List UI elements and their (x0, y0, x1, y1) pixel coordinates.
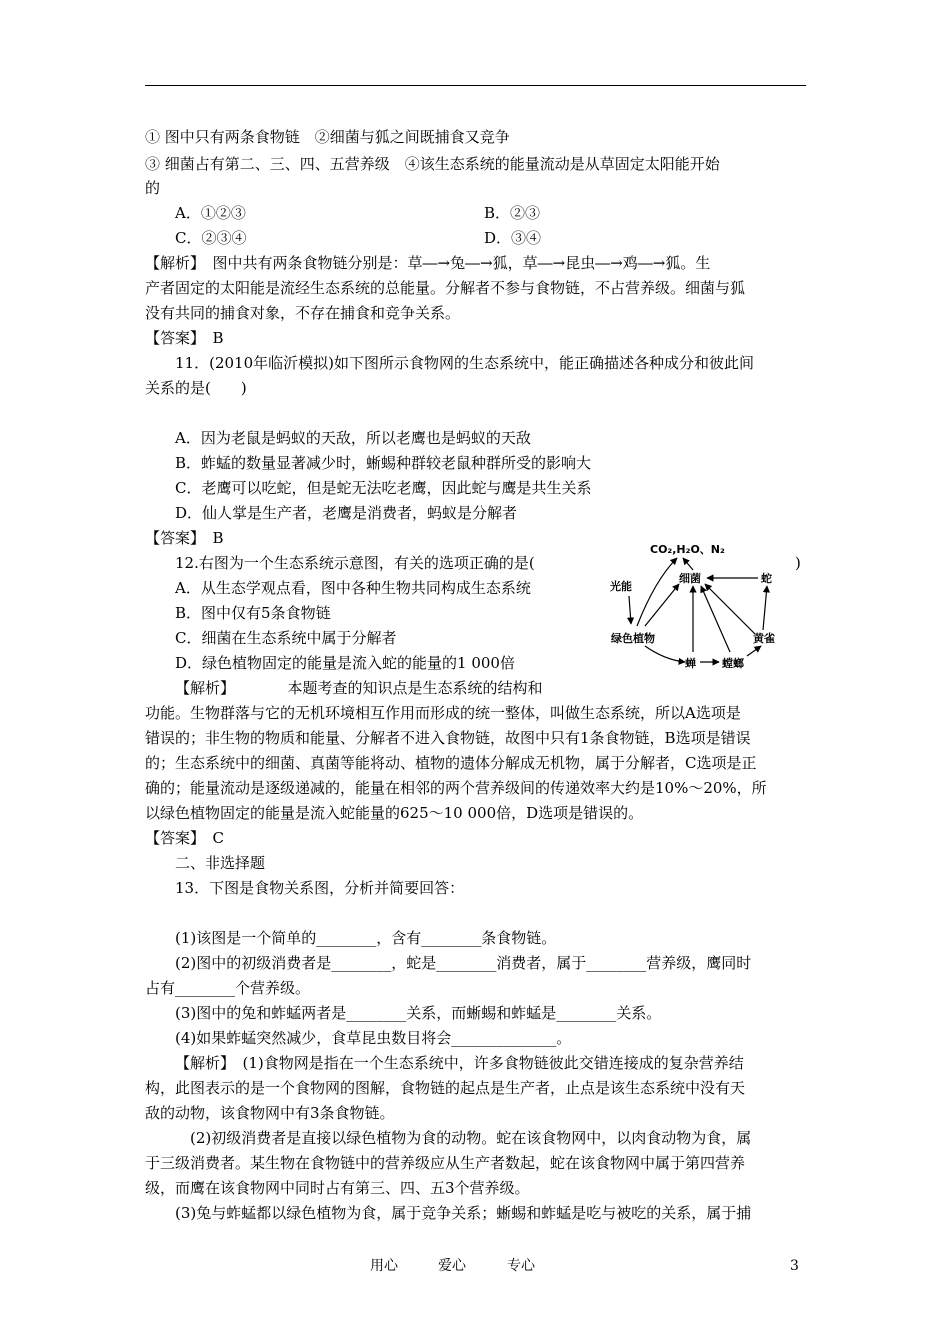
diagram-label-mantis: 螳螂 (722, 657, 744, 670)
q12-choice-d: D．绿色植物固定的能量是流入蛇的能量的1 000倍 (175, 654, 515, 672)
arrow-co2-to-plant (637, 558, 677, 626)
q11-stem-2: 关系的是( ) (145, 379, 247, 397)
q12-analysis-5: 确的；能量流动是逐级递减的，能量在相邻的两个营养级间的传递效率大约是10%～20%，所 (145, 779, 767, 797)
page-number: 3 (790, 1258, 799, 1274)
q10-options-line-2-cont: 的 (145, 179, 161, 197)
q13-analysis-5: 于三级消费者。某生物在食物链中的营养级应从生产者数起，蛇在该食物网中属于第四营养 (145, 1154, 746, 1172)
q13-part-2b: 占有________个营养级。 (145, 979, 311, 997)
q10-analysis-2: 产者固定的太阳能是流经生态系统的总能量。分解者不参与食物链，不占营养级。细菌与狐 (145, 279, 746, 297)
header-rule (145, 85, 806, 86)
q13-analysis-2: 构，此图表示的是一个食物网的图解，食物链的起点是生产者，止点是该生态系统中没有天 (145, 1079, 746, 1097)
q11-stem-1: 11．(2010年临沂模拟)如下图所示食物网的生态系统中，能正确描述各种成分和彼此间 (175, 354, 754, 372)
arrow-sun-to-plant (629, 596, 631, 624)
q12-choice-a: A．从生态学观点看，图中各种生物共同构成生态系统 (175, 579, 531, 597)
section-heading: 二、非选择题 (175, 854, 266, 872)
q12-analysis-1: 【解析】 本题考查的知识点是生态系统的结构和 (175, 679, 543, 697)
q12-choice-b: B．图中仅有5条食物链 (175, 604, 331, 622)
q11-choice-b: B．蚱蜢的数量显著减少时，蜥蜴种群较老鼠种群所受的影响大 (175, 454, 592, 472)
diagram-label-snake: 蛇 (761, 572, 772, 585)
q13-analysis-3: 敌的动物，该食物网中有3条食物链。 (145, 1104, 395, 1122)
arrow-sparrow-to-bacteria (705, 584, 755, 634)
q10-options-line-2: ③ 细菌占有第二、三、四、五营养级 ④该生态系统的能量流动是从草固定太阳能开始 (145, 155, 720, 173)
q11-answer: 【答案】 B (145, 529, 224, 547)
q12-analysis-4: 的；生态系统中的细菌、真菌等能将动、植物的遗体分解成无机物，属于分解者，C选项是正 (145, 754, 757, 772)
q10-analysis-1: 【解析】 图中共有两条食物链分别是：草―→兔―→狐，草―→昆虫―→鸡―→狐。生 (145, 254, 711, 272)
q13-part-1: (1)该图是一个简单的________，含有________条食物链。 (175, 929, 557, 947)
footer-word-1: 用心 (370, 1258, 398, 1274)
q13-analysis-1: 【解析】 (1)食物网是指在一个生态系统中，许多食物链彼此交错连接成的复杂营养结 (175, 1054, 744, 1072)
ecosystem-diagram (605, 540, 795, 672)
q10-options-line-1: ① 图中只有两条食物链 ②细菌与狐之间既捕食又竞争 (145, 128, 510, 146)
diagram-label-plant: 绿色植物 (611, 632, 655, 645)
q12-stem: 12.右图为一个生态系统示意图，有关的选项正确的是( (175, 554, 535, 572)
diagram-label-cicada: 蝉 (685, 657, 696, 670)
q13-analysis-6: 级，而鹰在该食物网中同时占有第三、四、五3个营养级。 (145, 1179, 530, 1197)
q11-choice-d: D．仙人掌是生产者，老鹰是消费者，蚂蚁是分解者 (175, 504, 518, 522)
q10-choice-b: B．②③ (484, 204, 541, 222)
q10-choice-a: A．①②③ (175, 204, 246, 222)
arrow-plant-to-bacteria (645, 584, 679, 626)
q10-answer: 【答案】 B (145, 329, 224, 347)
q10-analysis-3: 没有共同的捕食对象，不存在捕食和竞争关系。 (145, 304, 461, 322)
q13-part-2a: (2)图中的初级消费者是________，蛇是________消费者，属于________营养级，鹰同时 (175, 954, 752, 972)
arrow-plant-to-cicada (645, 646, 685, 662)
q12-answer: 【答案】 C (145, 829, 224, 847)
q13-analysis-4: (2)初级消费者是直接以绿色植物为食的动物。蛇在该食物网中，以肉食动物为食，属 (190, 1129, 752, 1147)
q10-choice-d: D．③④ (484, 229, 542, 247)
diagram-label-co2: CO₂,H₂O、N₂ (650, 543, 725, 556)
q13-part-3: (3)图中的兔和蚱蜢两者是________关系，而蜥蜴和蚱蜢是________关系。 (175, 1004, 662, 1022)
q10-choice-c: C．②③④ (175, 229, 247, 247)
q11-choice-a: A．因为老鼠是蚂蚁的天敌，所以老鹰也是蚂蚁的天敌 (175, 429, 531, 447)
q12-choice-c: C．细菌在生态系统中属于分解者 (175, 629, 397, 647)
q13-part-4: (4)如果蚱蜢突然减少，食草昆虫数目将会______________。 (175, 1029, 572, 1047)
diagram-label-sun: 光能 (610, 580, 632, 593)
diagram-label-bacteria: 细菌 (679, 572, 701, 585)
q13-analysis-7: (3)兔与蚱蜢都以绿色植物为食，属于竞争关系；蜥蜴和蚱蜢是吃与被吃的关系，属于捕 (175, 1204, 752, 1222)
q12-analysis-2: 功能。生物群落与它的无机环境相互作用而形成的统一整体，叫做生态系统，所以A选项是 (145, 704, 741, 722)
diagram-label-sparrow: 黄雀 (753, 632, 775, 645)
footer-word-2: 爱心 (438, 1258, 466, 1274)
arrow-bacteria-to-co2 (683, 558, 693, 570)
q11-choice-c: C．老鹰可以吃蛇，但是蛇无法吃老鹰，因此蛇与鹰是共生关系 (175, 479, 592, 497)
footer-word-3: 专心 (507, 1258, 535, 1274)
q12-analysis-6: 以绿色植物固定的能量是流入蛇能量的625～10 000倍，D选项是错误的。 (145, 804, 644, 822)
q13-stem: 13．下图是食物关系图，分析并简要回答： (175, 879, 465, 897)
q12-stem-paren: ) (795, 554, 801, 572)
q12-analysis-3: 错误的；非生物的物质和能量、分解者不进入食物链，故图中只有1条食物链，B选项是错误 (145, 729, 751, 747)
arrow-mantis-to-bacteria (701, 586, 730, 652)
arrow-mantis-to-sparrow (747, 646, 761, 656)
arrow-sparrow-to-snake (763, 586, 767, 630)
